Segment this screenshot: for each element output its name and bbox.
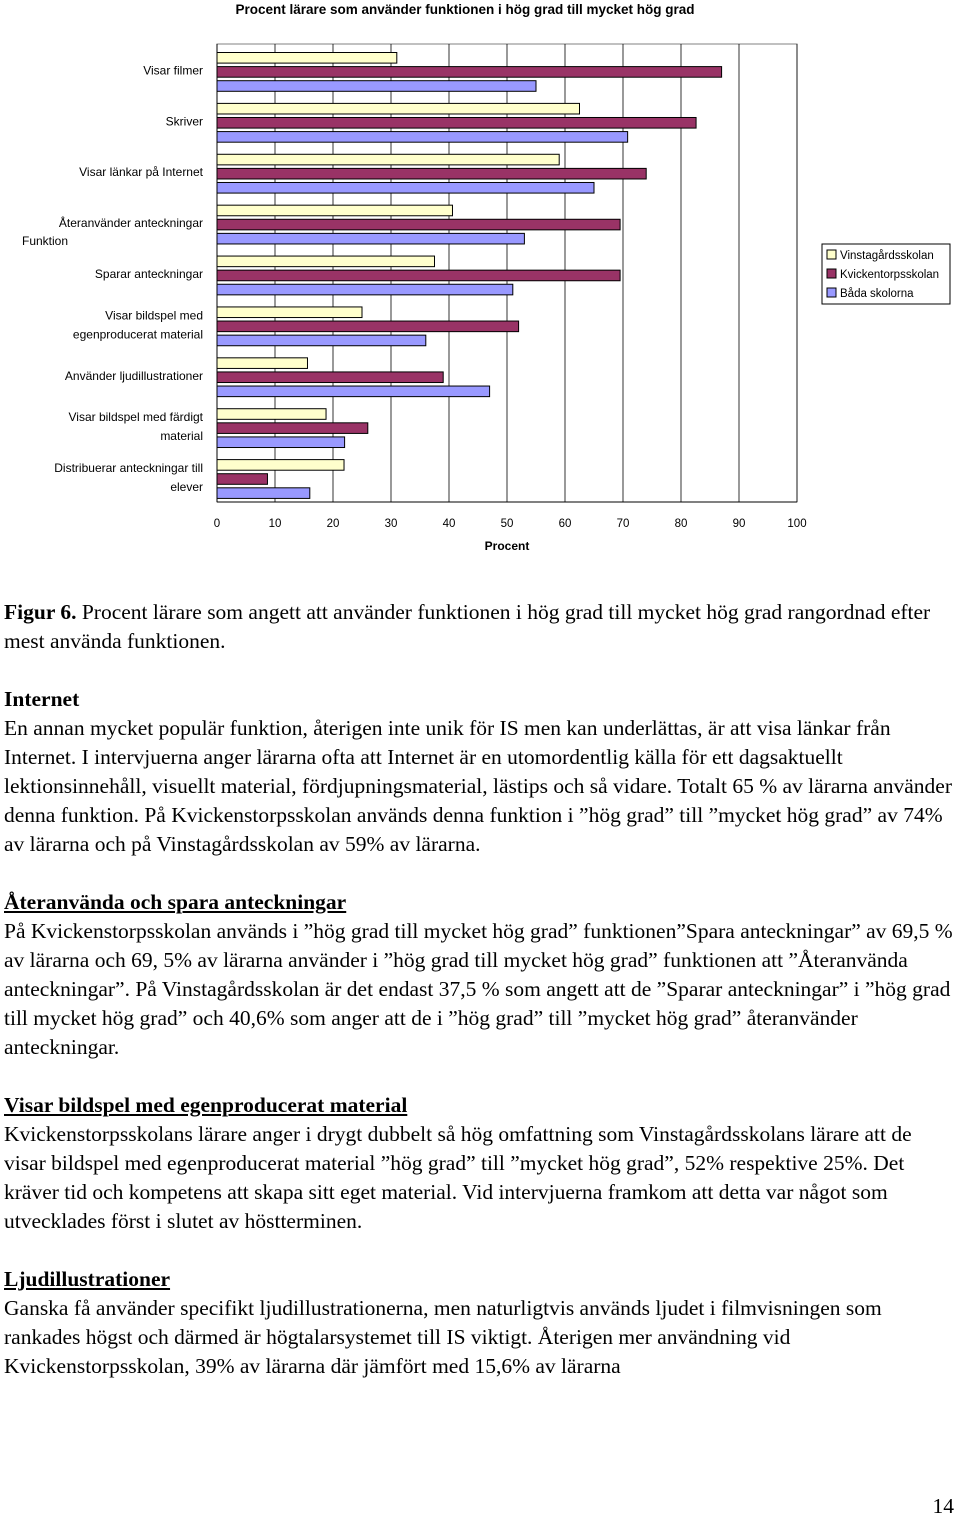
bar	[217, 307, 362, 318]
x-tick-label: 50	[500, 518, 514, 530]
section-heading: Visar bildspel med egenproducerat material	[4, 1093, 408, 1117]
category-label: material	[160, 429, 203, 444]
bar	[217, 460, 344, 471]
chart-title: Procent lärare som använder funktionen i hög grad till mycket hög grad	[235, 2, 695, 17]
category-label: Återanvänder anteckningar	[58, 216, 203, 231]
legend-label: Kvickentorpsskolan	[840, 269, 940, 281]
chart-canvas	[0, 0, 960, 560]
bar	[217, 182, 594, 193]
bar-chart	[0, 0, 960, 560]
x-tick-label: 100	[787, 518, 807, 530]
x-tick-label: 60	[558, 518, 572, 530]
section-internet	[4, 685, 954, 859]
x-tick-label: 80	[674, 518, 688, 530]
x-tick-label: 30	[384, 518, 398, 530]
legend-swatch	[827, 288, 836, 297]
bar	[217, 103, 580, 114]
x-tick-label: 90	[732, 518, 746, 530]
x-tick-label: 0	[213, 518, 221, 530]
bar	[217, 233, 524, 244]
bar	[217, 154, 559, 165]
bar	[217, 488, 310, 499]
bar	[217, 81, 536, 92]
bar	[217, 321, 519, 332]
bar	[217, 358, 307, 369]
bar	[217, 219, 620, 230]
category-label: Skriver	[165, 114, 203, 129]
category-label: Visar bildspel med	[105, 308, 203, 323]
bar	[217, 256, 435, 267]
section-paragraph: En annan mycket populär funktion, återigen inte unik för IS men kan underlättas, är att visa länkar från Internet. I intervjuerna anger lärarna ofta att Internet är en utomordentlig källa för ett dagsaktuellt lektionsinnehåll, visuellt material, fördjupningsmaterial, lästips och så vidare. Totalt 65 % av lärarna använder denna funktion. På Kvickenstorpsskolan används denna funktion i ”hög grad” till ”mycket hög grad” av 74% av lärarna och på Vinstagårdsskolan av 59% av lärarna.	[4, 716, 952, 856]
document-body	[4, 598, 954, 1410]
section-paragraph: På Kvickenstorpsskolan används i ”hög grad till mycket hög grad” funktionen”Spara anteckningar” av 69,5 % av lärarna och 69, 5% av lärarna använder i ”hög grad till mycket hög grad” funktionen att ”Återanvända anteckningar”. På Vinstagårdsskolan är det endast 37,5 % som angett att de ”Sparar anteckningar” i ”hög grad till mycket hög grad” och 40,6% som anger att de i ”hög grad” till ”mycket hög grad” återanvänder anteckningar.	[4, 919, 953, 1059]
x-tick-label: 70	[616, 518, 630, 530]
bar	[217, 409, 326, 420]
x-tick-label: 10	[268, 518, 282, 530]
section-paragraph: Kvickenstorpsskolans lärare anger i drygt dubbelt så hög omfattning som Vinstagårdsskolans lärare att de visar bildspel med egenproducerat material ”hög grad” till ”mycket hög grad”, 52% respektive 25%. Det kräver tid och kompetens att skapa sitt eget material. Vid intervjuerna framkom att detta var något som utvecklades först i slutet av höstterminen.	[4, 1122, 912, 1233]
category-label: Distribuerar anteckningar till	[54, 461, 203, 476]
bar	[217, 168, 646, 179]
page-number: 14	[932, 1494, 954, 1518]
section-ljud	[4, 1265, 954, 1381]
figure-caption-text: Procent lärare som angett att använder funktionen i hög grad till mycket hög grad rangordnad efter mest använda funktionen.	[4, 600, 931, 653]
category-label: egenproducerat material	[72, 327, 203, 342]
bar	[217, 67, 722, 78]
x-tick-label: 20	[326, 518, 340, 530]
section-paragraph: Ganska få använder specifikt ljudillustrationerna, men naturligtvis används ljudet i filmvisningen som rankades högst och därmed är högtalarsystemet till IS viktigt. Återigen mer användning vid Kvickenstorpsskolan, 39% av lärarna där jämfört med 15,6% av lärarna	[4, 1296, 882, 1378]
bar	[217, 474, 267, 485]
bar	[217, 53, 397, 64]
legend-swatch	[827, 269, 836, 278]
legend-label: Båda skolorna	[840, 288, 914, 300]
category-label: Sparar anteckningar	[94, 267, 203, 281]
bar	[217, 423, 368, 434]
legend-label: Vinstagårdsskolan	[840, 250, 934, 262]
bar	[217, 284, 513, 295]
legend-swatch	[827, 250, 836, 259]
bar	[217, 437, 345, 448]
bar	[217, 132, 628, 143]
bar	[217, 205, 452, 216]
bar	[217, 386, 490, 397]
x-tick-label: 40	[442, 518, 456, 530]
section-bildspel	[4, 1091, 954, 1236]
category-label: Visar bildspel med färdigt	[68, 410, 203, 425]
category-label: Använder ljudillustrationer	[64, 368, 203, 383]
bar	[217, 270, 620, 281]
figure-label: Figur 6.	[4, 600, 77, 624]
y-axis-label: Funktion	[22, 234, 69, 248]
x-axis-label: Procent	[484, 539, 530, 553]
section-anteckningar	[4, 888, 954, 1062]
section-heading: Återanvända och spara anteckningar	[4, 890, 347, 914]
category-label: Visar länkar på Internet	[79, 165, 203, 180]
bar	[217, 335, 426, 346]
category-label: elever	[170, 480, 203, 495]
section-heading: Internet	[4, 687, 80, 711]
category-label: Visar filmer	[143, 63, 203, 78]
section-heading: Ljudillustrationer	[4, 1267, 171, 1291]
figure-caption	[4, 598, 954, 656]
bar	[217, 117, 696, 128]
bar	[217, 372, 443, 383]
